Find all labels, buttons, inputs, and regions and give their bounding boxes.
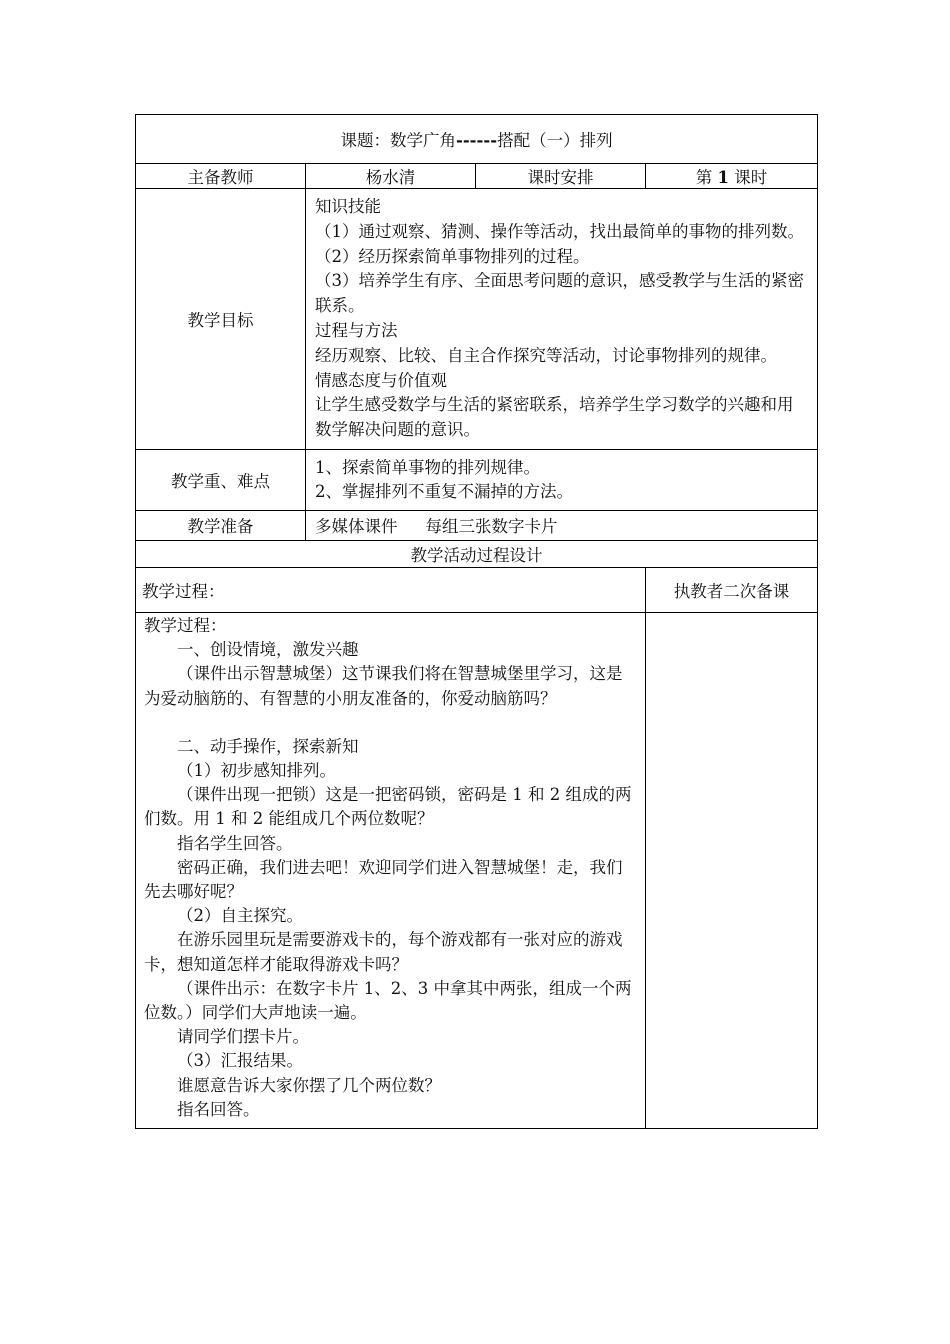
objective-line: 经历观察、比较、自主合作探究等活动，讨论事物排列的规律。	[315, 345, 777, 365]
process-paragraph: （1）初步感知排列。	[177, 760, 336, 780]
process-paragraph: 在游乐园里玩是需要游戏卡的，每个游戏都有一张对应的游戏卡，想知道怎样才能取得游戏卡吗？	[144, 930, 623, 974]
blank-line	[144, 711, 637, 735]
revision-notes-cell	[646, 612, 818, 1128]
objective-line: （3）培养学生有序、全面思考问题的意识，感受教学与生活的紧密联系。	[315, 271, 804, 316]
objective-line: 知识技能	[315, 197, 381, 216]
process-paragraph: 密码正确，我们进去吧！欢迎同学们进入智慧城堡！走，我们先去哪好呢？	[144, 857, 623, 901]
key-points-content	[306, 449, 818, 510]
process-paragraph: （2）自主探究。	[177, 906, 303, 926]
teacher-name: 杨水清	[306, 164, 476, 189]
objective-line: 情感态度与价值观	[315, 370, 447, 390]
preparation-content: 多媒体课件 每组三张数字卡片	[306, 510, 818, 540]
key-points-label: 教学重、难点	[136, 449, 306, 510]
preparation-label: 教学准备	[136, 510, 306, 540]
revision-header: 执教者二次备课	[646, 567, 818, 612]
process-heading: 二、动手操作，探索新知	[177, 736, 359, 756]
objectives-label: 教学目标	[136, 189, 306, 450]
section-title: 教学活动过程设计	[136, 540, 818, 567]
lesson-plan-table	[135, 114, 818, 1129]
objective-line: 过程与方法	[315, 320, 398, 340]
process-paragraph: 请同学们摆卡片。	[177, 1027, 309, 1047]
objective-line: （2）经历探索简单事物排列的过程。	[315, 246, 590, 266]
process-content	[136, 612, 646, 1128]
lesson-title: 课题：数学广角------搭配（一）排列	[136, 115, 818, 164]
process-header: 教学过程：	[136, 567, 646, 612]
process-paragraph: （课件出示智慧城堡）这节课我们将在智慧城堡里学习，这是为爱动脑筋的、有智慧的小朋友准备的，你爱动脑筋吗？	[144, 664, 623, 708]
process-paragraph: 教学过程：	[144, 615, 227, 635]
objective-line: （1）通过观察、猜测、操作等活动，找出最简单的事物的排列数。	[315, 221, 804, 241]
schedule-label: 课时安排	[476, 164, 646, 189]
lesson-title-dashes: ------	[455, 131, 498, 150]
process-paragraph: （课件出现一把锁）这是一把密码锁，密码是 1 和 2 组成的两们数。用 1 和 2 能组成几个两位数呢？	[144, 785, 632, 829]
key-point-line: 2、掌握排列不重复不漏掉的方法。	[315, 481, 573, 501]
objective-line: 让学生感受数学与生活的紧密联系，培养学生学习数学的兴趣和用数学解决问题的意识。	[315, 395, 794, 440]
teacher-label: 主备教师	[136, 164, 306, 189]
process-paragraph: 指名学生回答。	[177, 833, 293, 853]
process-heading: 一、创设情境，激发兴趣	[177, 640, 359, 660]
process-paragraph: （课件出示：在数字卡片 1、2、3 中拿其中两张，组成一个两位数。）同学们大声地读一遍。	[144, 978, 632, 1023]
process-paragraph: （3）汇报结果。	[177, 1051, 303, 1071]
process-paragraph: 指名回答。	[177, 1099, 260, 1119]
objectives-content	[306, 189, 818, 450]
period-value: 第 1 课时	[646, 164, 818, 189]
process-paragraph: 谁愿意告诉大家你摆了几个两位数？	[177, 1075, 441, 1095]
key-point-line: 1、探索简单事物的排列规律。	[315, 457, 540, 477]
